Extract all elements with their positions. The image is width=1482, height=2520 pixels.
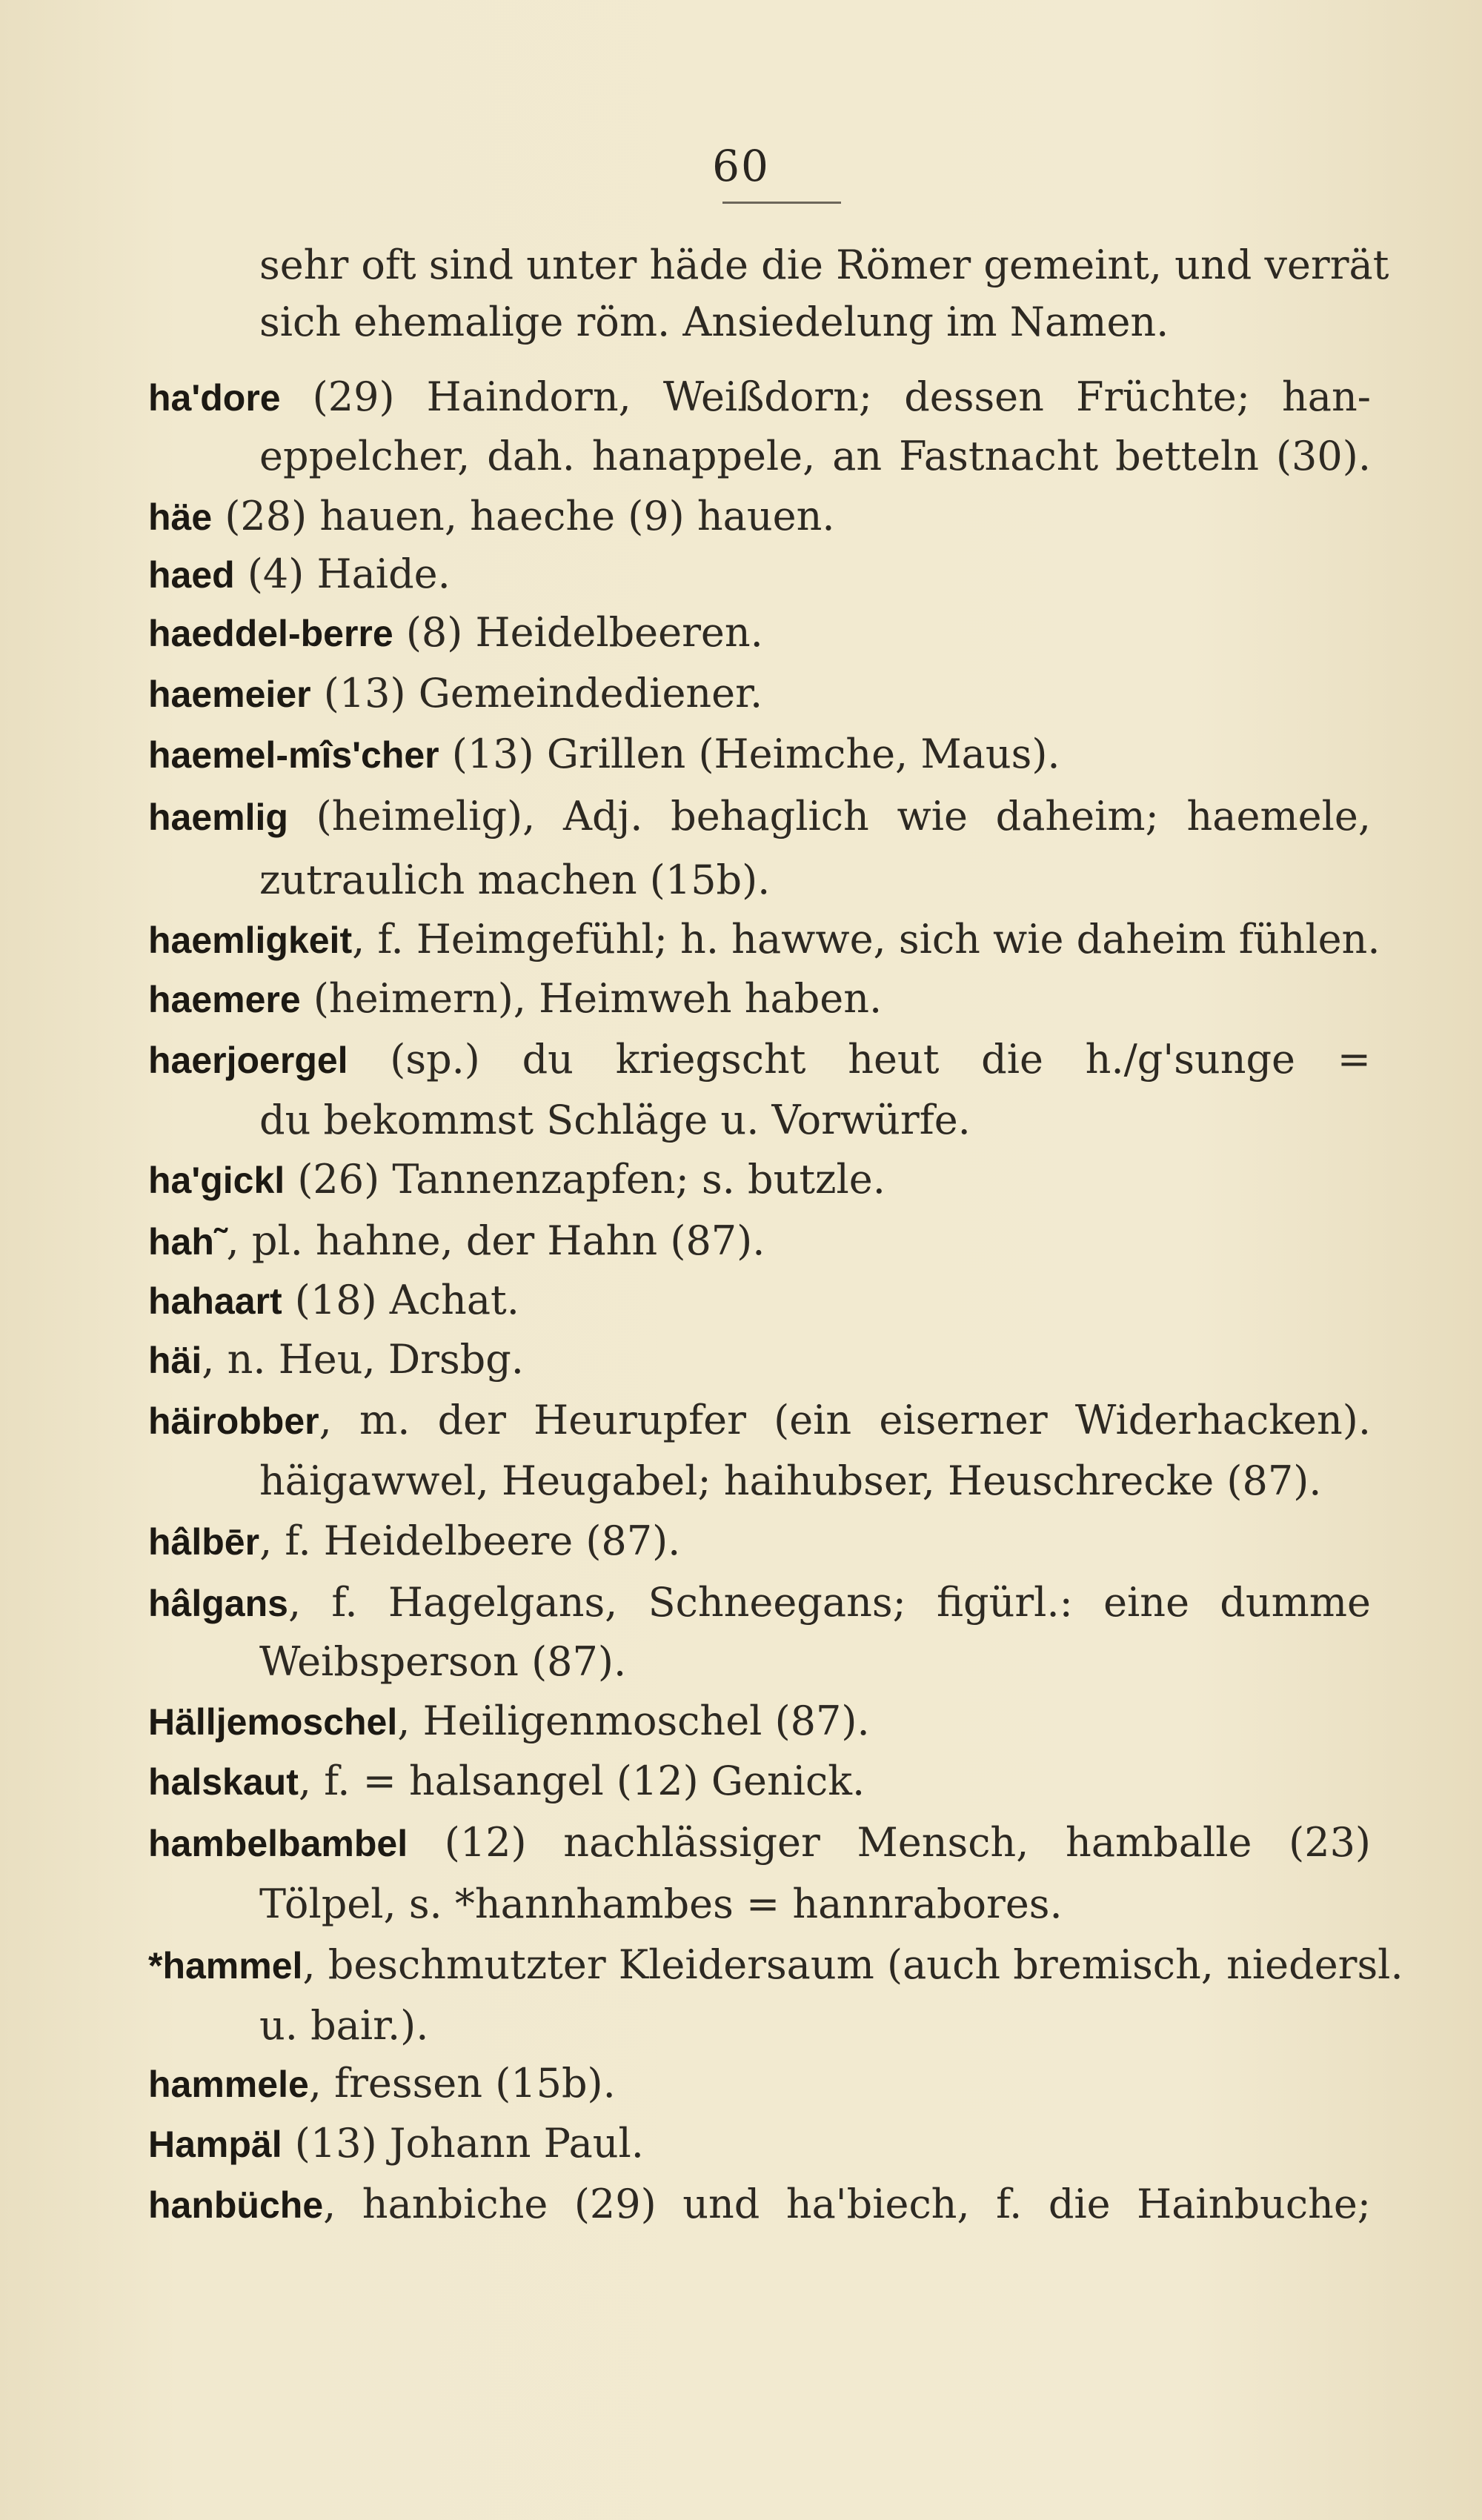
entry-text: , Heiligenmoschel (87).: [397, 1698, 870, 1744]
entry-line: [148, 2115, 1371, 2172]
entry-line: [148, 788, 1371, 845]
entry-text: , m. der Heurupfer (ein eiserner Widerhacken).: [319, 1397, 1371, 1443]
entry-text: (26) Tannenzapfen; s. butzle.: [285, 1156, 885, 1203]
entry-text: , fressen (15b).: [308, 2060, 616, 2107]
entry-headword: haemel-mîs'cher: [148, 734, 439, 776]
entry-line: [148, 1331, 1371, 1389]
entry-headword: hambelbambel: [148, 1823, 408, 1864]
entry-text: , f. Heidelbeere (87).: [259, 1517, 681, 1564]
entry-text: (4) Haide.: [234, 551, 451, 597]
entry-text: (29) Haindorn, Weißdorn; dessen Früchte; han-: [280, 373, 1371, 420]
entry-text: häigawwel, Heugabel; haihubser, Heuschrecke (87).: [259, 1457, 1322, 1504]
entry-headword: halskaut: [148, 1761, 299, 1803]
entry-headword: haeddel-berre: [148, 613, 393, 654]
entry-line: [148, 604, 1371, 662]
entry-headword: häirobber: [148, 1400, 319, 1442]
entry-headword: Hampäl: [148, 2124, 282, 2165]
entry-text: (13) Johann Paul.: [282, 2120, 644, 2167]
entry-line: [148, 970, 1371, 1028]
entry-text: sich ehemalige röm. Ansiedelung im Namen.: [259, 299, 1169, 345]
entry-text: (heimelig), Adj. behaglich wie daheim; haemele,: [288, 793, 1371, 840]
entry-text: (8) Heidelbeeren.: [393, 609, 763, 656]
entry-text: , beschmutzter Kleidersaum (auch bremisch, niedersl.: [302, 1941, 1403, 1988]
entry-headword: hâlbēr: [148, 1521, 260, 1563]
entry-line: [259, 851, 1371, 909]
entry-line: [148, 1031, 1371, 1088]
entry-text: (heimern), Heimweh haben.: [300, 975, 883, 1022]
entry-line: [148, 725, 1371, 783]
entry-line: [148, 1212, 1371, 1270]
entry-text: (13) Grillen (Heimche, Maus).: [439, 731, 1060, 777]
entry-line: [148, 911, 1380, 968]
entry-headword: haemlig: [148, 797, 288, 838]
entry-text: , hanbiche (29) und ha'biech, f. die Hainbuche;: [323, 2181, 1371, 2227]
entry-headword: haemere: [148, 979, 301, 1020]
entry-headword: hammele: [148, 2064, 309, 2105]
entry-line: [148, 1936, 1403, 1994]
entry-line: [148, 2175, 1371, 2233]
entry-headword: ha'dore: [148, 377, 281, 419]
entry-headword: ha'gickl: [148, 1160, 285, 1201]
entry-text: , f. Hagelgans, Schneegans; figürl.: eine dumme: [288, 1579, 1371, 1626]
entry-text: , f. = halsangel (12) Genick.: [298, 1758, 865, 1804]
entry-text: (sp.) du kriegscht heut die h./g'sunge =: [348, 1036, 1371, 1083]
entry-text: sehr oft sind unter häde die Römer gemeint, und verrät: [259, 242, 1389, 288]
entry-text: u. bair.).: [259, 2002, 429, 2049]
entry-line: [148, 1752, 1371, 1810]
entry-line: [148, 1271, 1371, 1329]
entry-line: [148, 545, 1371, 603]
entry-text: , n. Heu, Drsbg.: [202, 1336, 524, 1383]
entry-text: Tölpel, s. *hannhambes = hannrabores.: [259, 1881, 1063, 1927]
entry-line: [148, 1392, 1371, 1449]
entry-headword: haed: [148, 554, 235, 596]
entry-line: [259, 1091, 1371, 1149]
entry-text: (12) nachlässiger Mensch, hamballe (23): [408, 1819, 1371, 1866]
entry-line: [259, 293, 1371, 351]
entry-line: [148, 1151, 1371, 1209]
entry-headword: hanbüche: [148, 2184, 324, 2226]
entry-headword: haemligkeit: [148, 920, 353, 961]
entry-line: [148, 368, 1371, 426]
entry-line: [259, 1875, 1371, 1933]
entry-line: [148, 2055, 1371, 2112]
entry-text: Weibsperson (87).: [259, 1638, 627, 1685]
entry-text: (18) Achat.: [282, 1277, 519, 1323]
entry-text: (28) hauen, haeche (9) hauen.: [212, 493, 835, 539]
entry-headword: hah˜: [148, 1221, 227, 1263]
entry-line: [148, 1692, 1371, 1750]
entry-line: [259, 1452, 1371, 1510]
entry-headword: häi: [148, 1340, 202, 1381]
entry-headword: hâlgans: [148, 1583, 288, 1624]
entry-line: [148, 1814, 1371, 1872]
entry-line: [148, 1512, 1371, 1570]
entry-text: (13) Gemeindediener.: [310, 670, 763, 717]
entry-line: [148, 1574, 1371, 1632]
entry-line: [148, 488, 1371, 545]
entry-line: [259, 428, 1371, 485]
page-number: 60: [712, 141, 770, 191]
entry-headword: Hälljemoschel: [148, 1701, 398, 1743]
entry-text: eppelcher, dah. hanappele, an Fastnacht betteln (30).: [259, 433, 1371, 479]
entry-text: zutraulich machen (15b).: [259, 857, 771, 903]
entry-line: [259, 236, 1389, 294]
entry-text: du bekommst Schläge u. Vorwürfe.: [259, 1097, 971, 1143]
entry-text: , pl. hahne, der Hahn (87).: [226, 1217, 765, 1264]
entry-headword: *hammel: [148, 1945, 303, 1987]
entry-headword: haemeier: [148, 674, 311, 715]
entry-line: [259, 1997, 1371, 2055]
entry-line: [148, 665, 1371, 722]
entry-headword: hahaart: [148, 1280, 282, 1322]
entry-line: [259, 1633, 1371, 1691]
entry-headword: haerjoergel: [148, 1040, 348, 1081]
entry-headword: häe: [148, 496, 213, 538]
entry-text: , f. Heimgefühl; h. hawwe, sich wie daheim fühlen.: [352, 916, 1380, 963]
